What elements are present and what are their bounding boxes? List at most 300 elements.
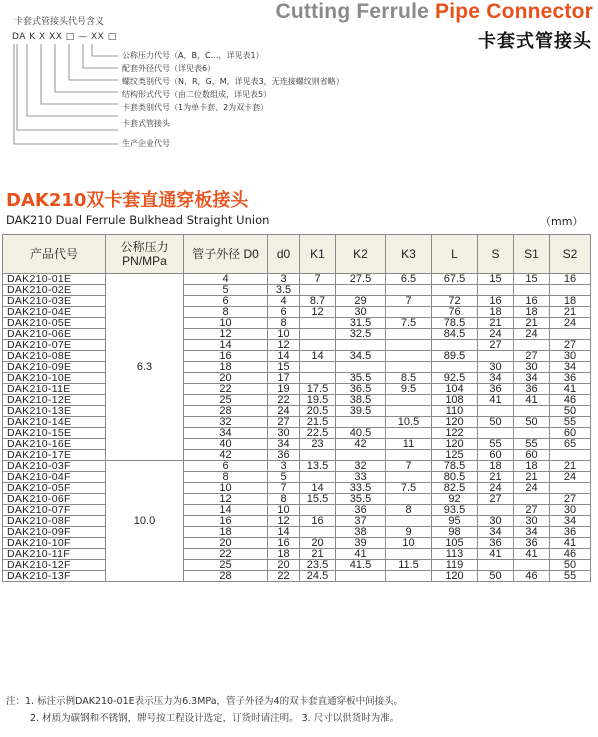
cell-k3 (386, 450, 432, 461)
cell-k3 (386, 351, 432, 362)
cell-k1 (300, 340, 336, 351)
cell-k1 (300, 329, 336, 340)
cell-code: DAK210-01E (3, 274, 106, 285)
cell-code: DAK210-14E (3, 417, 106, 428)
cell-s: 30 (478, 516, 514, 527)
cell-s2: 36 (550, 527, 591, 538)
cell-k2: 29 (336, 296, 386, 307)
cell-k2: 40.5 (336, 428, 386, 439)
cell-l (432, 362, 478, 373)
cell-k3 (386, 472, 432, 483)
cell-d0: 8 (268, 318, 300, 329)
cell-od: 25 (184, 395, 268, 406)
cell-s2: 50 (550, 560, 591, 571)
cell-k2: 33 (336, 472, 386, 483)
cell-k2: 38 (336, 527, 386, 538)
cell-od: 10 (184, 318, 268, 329)
cell-od: 28 (184, 571, 268, 582)
cell-k3: 8 (386, 505, 432, 516)
cell-k3: 11.5 (386, 560, 432, 571)
cell-od: 5 (184, 285, 268, 296)
pn-cell: 6.3 (106, 274, 184, 461)
cell-s1: 36 (514, 384, 550, 395)
cell-k1: 16 (300, 516, 336, 527)
cell-d0: 7 (268, 483, 300, 494)
cell-s2: 60 (550, 428, 591, 439)
cell-k1 (300, 527, 336, 538)
cell-l: 104 (432, 384, 478, 395)
table-row (3, 461, 591, 472)
cell-s: 16 (478, 296, 514, 307)
cell-s2: 24 (550, 472, 591, 483)
cell-l (432, 340, 478, 351)
cell-s2: 50 (550, 406, 591, 417)
cell-l: 110 (432, 406, 478, 417)
cell-od: 6 (184, 296, 268, 307)
cell-d0: 12 (268, 340, 300, 351)
header-pn: 公称压力 PN/MPa (106, 235, 184, 274)
cell-s1: 41 (514, 395, 550, 406)
cell-k1: 23.5 (300, 560, 336, 571)
table-row (3, 373, 591, 384)
legend-item: 卡套式管接头 (122, 119, 170, 128)
cell-k3 (386, 340, 432, 351)
table-row (3, 560, 591, 571)
cell-od: 16 (184, 351, 268, 362)
cell-s1 (514, 428, 550, 439)
cell-s1: 60 (514, 450, 550, 461)
cell-k1: 14 (300, 351, 336, 362)
cell-s: 34 (478, 373, 514, 384)
header-k3: K3 (386, 235, 432, 274)
cell-s: 41 (478, 549, 514, 560)
cell-od: 6 (184, 461, 268, 472)
cell-code: DAK210-03E (3, 296, 106, 307)
header-l: L (432, 235, 478, 274)
cell-k3: 7 (386, 461, 432, 472)
cell-k3: 6.5 (386, 274, 432, 285)
cell-k1: 8.7 (300, 296, 336, 307)
cell-d0: 34 (268, 439, 300, 450)
cell-s2: 30 (550, 505, 591, 516)
cell-l: 122 (432, 428, 478, 439)
cell-od: 14 (184, 340, 268, 351)
cell-s2: 27 (550, 494, 591, 505)
cell-s1: 30 (514, 362, 550, 373)
cell-s (478, 351, 514, 362)
table-row (3, 571, 591, 582)
table-row (3, 351, 591, 362)
notes (6, 693, 594, 727)
cell-k3: 10.5 (386, 417, 432, 428)
header-d0: d0 (268, 235, 300, 274)
cell-k2: 32.5 (336, 329, 386, 340)
cell-k2: 36 (336, 505, 386, 516)
cell-l: 120 (432, 417, 478, 428)
cell-s: 34 (478, 527, 514, 538)
cell-k3 (386, 516, 432, 527)
code-pattern: DA K X XX □ — XX □ (12, 32, 117, 42)
cell-d0: 24 (268, 406, 300, 417)
cell-l: 120 (432, 571, 478, 582)
cell-l: 113 (432, 549, 478, 560)
cell-s: 55 (478, 439, 514, 450)
cell-l: 93.5 (432, 505, 478, 516)
table-row (3, 428, 591, 439)
cell-k1: 7 (300, 274, 336, 285)
cell-s1: 46 (514, 571, 550, 582)
table-row (3, 417, 591, 428)
cell-s2: 18 (550, 296, 591, 307)
cell-s2: 55 (550, 417, 591, 428)
table-row (3, 505, 591, 516)
legend-item: 结构形式代号（由二位数组成，详见表5） (122, 90, 272, 99)
cell-k3 (386, 428, 432, 439)
table-row (3, 362, 591, 373)
cell-d0: 18 (268, 549, 300, 560)
cell-code: DAK210-02E (3, 285, 106, 296)
cell-s1: 16 (514, 296, 550, 307)
cell-k1: 13.5 (300, 461, 336, 472)
cell-k3 (386, 362, 432, 373)
code-diagram-lines (0, 0, 598, 180)
cell-s2: 30 (550, 351, 591, 362)
table-row (3, 318, 591, 329)
cell-s (478, 560, 514, 571)
cell-s (478, 406, 514, 417)
cell-s1: 15 (514, 274, 550, 285)
cell-l (432, 285, 478, 296)
cell-d0: 14 (268, 351, 300, 362)
cell-s1: 18 (514, 461, 550, 472)
cell-s: 60 (478, 450, 514, 461)
cell-s: 41 (478, 395, 514, 406)
cell-s1: 21 (514, 318, 550, 329)
cell-k1 (300, 362, 336, 373)
cell-od: 10 (184, 483, 268, 494)
cell-l: 119 (432, 560, 478, 571)
cell-code: DAK210-10F (3, 538, 106, 549)
cell-s2: 41 (550, 538, 591, 549)
cell-l: 95 (432, 516, 478, 527)
cell-s: 50 (478, 417, 514, 428)
cell-s1: 24 (514, 483, 550, 494)
cell-k3: 7.5 (386, 318, 432, 329)
cell-s1 (514, 340, 550, 351)
table-row (3, 472, 591, 483)
cell-code: DAK210-12F (3, 560, 106, 571)
cell-k2 (336, 362, 386, 373)
cell-od: 20 (184, 538, 268, 549)
cell-code: DAK210-07E (3, 340, 106, 351)
table-row (3, 285, 591, 296)
cell-s2 (550, 483, 591, 494)
cell-d0: 20 (268, 560, 300, 571)
cell-s2: 21 (550, 461, 591, 472)
cell-s1: 24 (514, 329, 550, 340)
cell-d0: 8 (268, 494, 300, 505)
cell-k2: 37 (336, 516, 386, 527)
cell-l: 125 (432, 450, 478, 461)
cell-s1: 27 (514, 505, 550, 516)
cell-code: DAK210-09F (3, 527, 106, 538)
cell-s: 21 (478, 472, 514, 483)
legend-item: 公称压力代号（A，B，C…，详见表1） (122, 51, 264, 60)
cell-d0: 17 (268, 373, 300, 384)
cell-code: DAK210-10E (3, 373, 106, 384)
cell-code: DAK210-08F (3, 516, 106, 527)
table-row (3, 439, 591, 450)
cell-s2 (550, 450, 591, 461)
cell-k3: 11 (386, 439, 432, 450)
cell-k2: 31.5 (336, 318, 386, 329)
table-row (3, 384, 591, 395)
cell-s2: 24 (550, 318, 591, 329)
cell-k1 (300, 318, 336, 329)
cell-s (478, 285, 514, 296)
cell-k2: 27.5 (336, 274, 386, 285)
cell-s1 (514, 406, 550, 417)
cell-od: 40 (184, 439, 268, 450)
cell-d0: 6 (268, 307, 300, 318)
cell-k2 (336, 285, 386, 296)
header-s2: S2 (550, 235, 591, 274)
cell-k3 (386, 549, 432, 560)
cell-k3 (386, 307, 432, 318)
cell-d0: 3.5 (268, 285, 300, 296)
cell-s (478, 505, 514, 516)
cell-code: DAK210-15E (3, 428, 106, 439)
cell-od: 8 (184, 307, 268, 318)
cell-code: DAK210-13F (3, 571, 106, 582)
section-title: DAK210双卡套直通穿板接头 (6, 190, 249, 211)
cell-k2: 38.5 (336, 395, 386, 406)
legend-item: 卡套类别代号（1为单卡套、2为双卡套） (122, 103, 269, 112)
cell-k2 (336, 571, 386, 582)
pn-cell: 10.0 (106, 461, 184, 582)
cell-l: 82.5 (432, 483, 478, 494)
cell-d0: 15 (268, 362, 300, 373)
cell-k1: 22.5 (300, 428, 336, 439)
cell-od: 25 (184, 560, 268, 571)
cell-k2 (336, 450, 386, 461)
cell-k1: 12 (300, 307, 336, 318)
cell-s1: 18 (514, 307, 550, 318)
cell-l: 98 (432, 527, 478, 538)
table-row (3, 516, 591, 527)
cell-k1 (300, 472, 336, 483)
table-row (3, 494, 591, 505)
cell-d0: 27 (268, 417, 300, 428)
cell-k2: 30 (336, 307, 386, 318)
header-code: 产品代号 (3, 235, 106, 274)
cell-od: 16 (184, 516, 268, 527)
cell-k1: 23 (300, 439, 336, 450)
table-row (3, 340, 591, 351)
cell-d0: 22 (268, 571, 300, 582)
cell-d0: 36 (268, 450, 300, 461)
cell-s2: 46 (550, 549, 591, 560)
cell-s2: 65 (550, 439, 591, 450)
title-en-part1: Cutting Ferrule (275, 0, 436, 23)
table-row (3, 527, 591, 538)
cell-l: 80.5 (432, 472, 478, 483)
cell-k3: 7 (386, 296, 432, 307)
cell-s1 (514, 560, 550, 571)
cell-s: 27 (478, 494, 514, 505)
cell-s1: 34 (514, 373, 550, 384)
spec-table (2, 234, 591, 582)
table-row (3, 450, 591, 461)
cell-od: 4 (184, 274, 268, 285)
cell-code: DAK210-07F (3, 505, 106, 516)
cell-l: 76 (432, 307, 478, 318)
cell-s2: 55 (550, 571, 591, 582)
cell-k2: 34.5 (336, 351, 386, 362)
cell-k3 (386, 406, 432, 417)
note-line-2: 2. 材质为碳钢和不锈钢，牌号按工程设计选定，订货时请注明。 3. 尺寸以供货时为准。 (30, 713, 400, 724)
table-row (3, 395, 591, 406)
cell-k1: 21.5 (300, 417, 336, 428)
cell-k1 (300, 505, 336, 516)
cell-l: 108 (432, 395, 478, 406)
cell-s2: 46 (550, 395, 591, 406)
header-k2: K2 (336, 235, 386, 274)
cell-k3: 10 (386, 538, 432, 549)
cell-s1 (514, 494, 550, 505)
title-chinese: 卡套式管接头 (478, 31, 592, 52)
cell-s2: 34 (550, 362, 591, 373)
cell-s: 15 (478, 274, 514, 285)
cell-k1: 17.5 (300, 384, 336, 395)
cell-l: 72 (432, 296, 478, 307)
cell-k1: 19.5 (300, 395, 336, 406)
cell-l: 67.5 (432, 274, 478, 285)
cell-code: DAK210-12E (3, 395, 106, 406)
cell-s2: 34 (550, 516, 591, 527)
cell-k2: 35.5 (336, 373, 386, 384)
cell-s1: 30 (514, 516, 550, 527)
cell-k2: 32 (336, 461, 386, 472)
table-row (3, 538, 591, 549)
legend-item: 配套外径代号（详见表6） (122, 64, 216, 73)
cell-d0: 14 (268, 527, 300, 538)
cell-k1: 24.5 (300, 571, 336, 582)
cell-code: DAK210-04F (3, 472, 106, 483)
cell-k2: 42 (336, 439, 386, 450)
cell-k2: 41 (336, 549, 386, 560)
cell-code: DAK210-06F (3, 494, 106, 505)
cell-s: 30 (478, 362, 514, 373)
legend-item: 生产企业代号 (122, 139, 170, 148)
cell-k2 (336, 340, 386, 351)
title-en-part2: Pipe Connector (435, 0, 593, 23)
cell-s: 18 (478, 461, 514, 472)
header-k1: K1 (300, 235, 336, 274)
cell-s1: 41 (514, 549, 550, 560)
table-body (3, 274, 591, 582)
cell-s1: 55 (514, 439, 550, 450)
cell-k2 (336, 417, 386, 428)
cell-l: 92.5 (432, 373, 478, 384)
header-s1: S1 (514, 235, 550, 274)
cell-od: 28 (184, 406, 268, 417)
cell-k1 (300, 285, 336, 296)
cell-s2: 27 (550, 340, 591, 351)
cell-od: 14 (184, 505, 268, 516)
cell-s1: 34 (514, 527, 550, 538)
table-header-row (3, 235, 591, 274)
table-row (3, 549, 591, 560)
cell-d0: 4 (268, 296, 300, 307)
cell-l: 78.5 (432, 318, 478, 329)
cell-od: 18 (184, 362, 268, 373)
cell-s: 21 (478, 318, 514, 329)
section-subtitle: DAK210 Dual Ferrule Bulkhead Straight Union (6, 213, 270, 227)
header-od: 管子外径 D0 (184, 235, 268, 274)
code-heading: 卡套式管接头代号含义 (14, 17, 105, 27)
cell-k1: 20.5 (300, 406, 336, 417)
cell-code: DAK210-11F (3, 549, 106, 560)
cell-code: DAK210-09E (3, 362, 106, 373)
table-row (3, 274, 591, 285)
cell-k2: 39.5 (336, 406, 386, 417)
cell-k3 (386, 285, 432, 296)
cell-k3 (386, 329, 432, 340)
table-row (3, 307, 591, 318)
cell-l: 89.5 (432, 351, 478, 362)
cell-d0: 10 (268, 505, 300, 516)
cell-l: 105 (432, 538, 478, 549)
header-s: S (478, 235, 514, 274)
cell-k3: 9.5 (386, 384, 432, 395)
cell-code: DAK210-17E (3, 450, 106, 461)
cell-code: DAK210-05F (3, 483, 106, 494)
cell-s1 (514, 285, 550, 296)
cell-code: DAK210-03F (3, 461, 106, 472)
cell-d0: 22 (268, 395, 300, 406)
cell-s1: 36 (514, 538, 550, 549)
cell-code: DAK210-08E (3, 351, 106, 362)
cell-code: DAK210-11E (3, 384, 106, 395)
cell-s: 36 (478, 384, 514, 395)
cell-code: DAK210-13E (3, 406, 106, 417)
cell-s: 24 (478, 483, 514, 494)
cell-k2: 39 (336, 538, 386, 549)
cell-s2: 16 (550, 274, 591, 285)
cell-s: 50 (478, 571, 514, 582)
cell-s2 (550, 285, 591, 296)
cell-s1: 50 (514, 417, 550, 428)
cell-od: 12 (184, 494, 268, 505)
cell-d0: 5 (268, 472, 300, 483)
cell-od: 22 (184, 384, 268, 395)
cell-s1: 27 (514, 351, 550, 362)
cell-k1: 21 (300, 549, 336, 560)
cell-s2 (550, 329, 591, 340)
cell-od: 22 (184, 549, 268, 560)
cell-code: DAK210-05E (3, 318, 106, 329)
cell-code: DAK210-04E (3, 307, 106, 318)
table-row (3, 483, 591, 494)
cell-k1: 14 (300, 483, 336, 494)
cell-d0: 3 (268, 274, 300, 285)
cell-od: 20 (184, 373, 268, 384)
cell-s: 18 (478, 307, 514, 318)
cell-l: 78.5 (432, 461, 478, 472)
table-row (3, 329, 591, 340)
cell-d0: 3 (268, 461, 300, 472)
